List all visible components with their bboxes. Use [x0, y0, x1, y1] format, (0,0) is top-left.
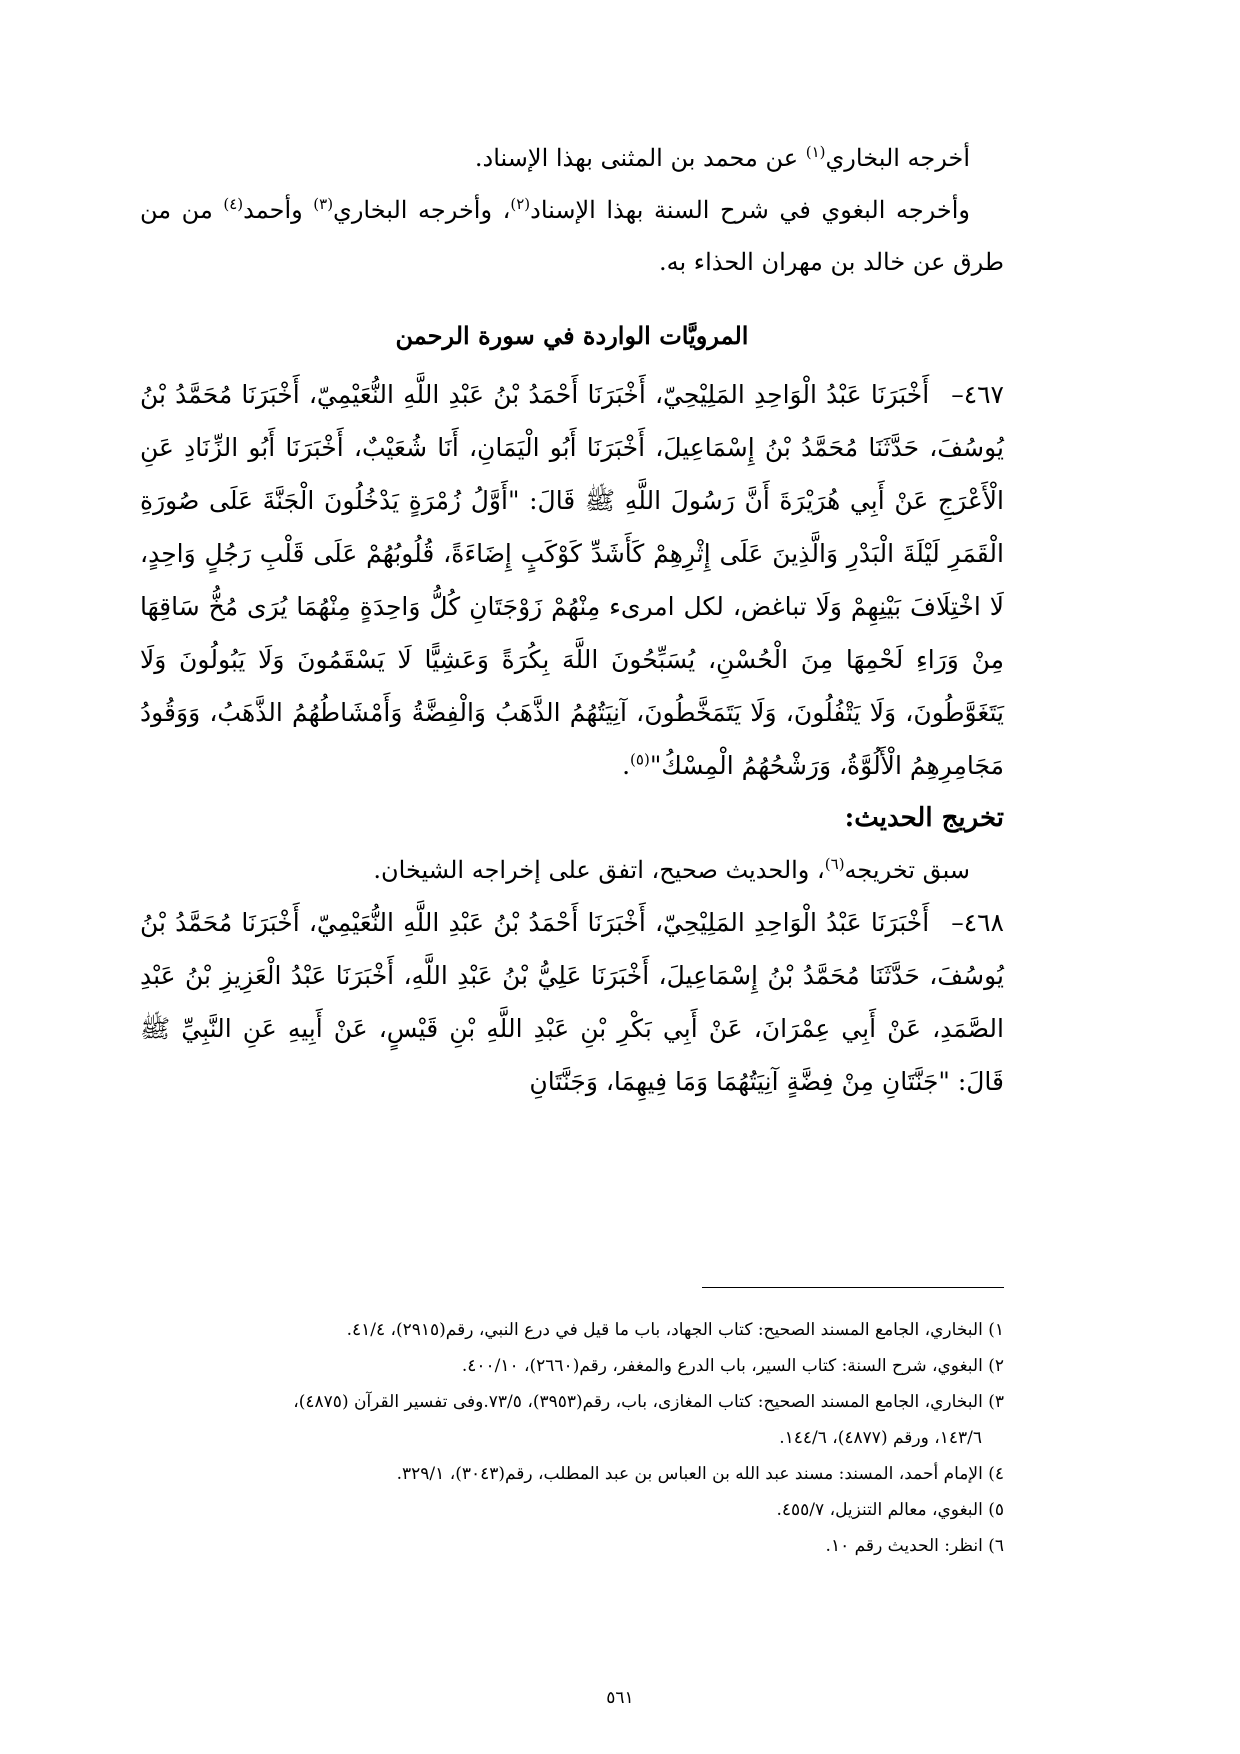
page-number: ٥٦١	[606, 1688, 634, 1708]
text-run: وأحمد	[243, 196, 314, 224]
text-run: .	[622, 751, 631, 780]
intro-line-1	[140, 132, 1004, 184]
hadith-number: ٤٦٧–	[951, 380, 1004, 409]
footnote-3-continued: ١٤٣/٦، ورقم (٤٨٧٧)، ١٤٤/٦.	[779, 1428, 982, 1448]
footnote-4: ٤) الإمام أحمد، المسند: مسند عبد الله بن العباس بن عبد المطلب، رقم(٣٠٤٣)، ٣٢٩/١.	[396, 1464, 1004, 1484]
hadith-number: ٤٦٨–	[951, 908, 1004, 937]
footnote-2: ٢) البغوي، شرح السنة: كتاب السير، باب الدرع والمغفر، رقم(٢٦٦٠)، ٤٠٠/١٠.	[461, 1356, 1004, 1376]
footnote-ref-5[interactable]: (٥)	[630, 750, 650, 769]
footnote-6: ٦) انظر: الحديث رقم ١٠.	[825, 1536, 1004, 1556]
intro-line-2	[140, 184, 1004, 288]
footnote-5: ٥) البغوي، معالم التنزيل، ٤٥٥/٧.	[776, 1500, 1004, 1520]
footnote-ref-2[interactable]: (٢)	[510, 195, 531, 213]
footnote-ref-1[interactable]: (١)	[805, 143, 826, 161]
hadith-468	[140, 896, 1004, 1108]
text-run: ، وأخرجه البخاري	[333, 196, 511, 224]
footnote-1: ١) البخاري، الجامع المسند الصحيح: كتاب الجهاد، باب ما قيل في درع النبي، رقم(٢٩١٥)، ٤١/٤.	[346, 1320, 1004, 1340]
text-run: من من طرق عن خالد بن مهران الحذاء به.	[140, 196, 1004, 276]
footnote-separator	[702, 1287, 1004, 1288]
hadith-text: أَخْبَرَنَا عَبْدُ الْوَاحِدِ المَلِيْحِيّ، أَخْبَرَنَا أَحْمَدُ بْنُ عَبْدِ اللَّهِ النُّعَيْمِيّ، أَخْبَرَنَا مُحَمَّدُ بْنُ يُوسُفَ، حَدَّثَنَا مُحَمَّدُ بْنُ إِسْمَاعِيلَ، أَخْبَرَنَا أَبُو الْيَمَانِ، أَنَا شُعَيْبٌ، أَخْبَرَنَا أَبُو الزِّنَادِ عَنِ الْأَعْرَجِ عَنْ أَبِي هُرَيْرَةَ أَنَّ رَسُولَ اللَّهِ ﷺ قَالَ: "أَوَّلُ زُمْرَةٍ يَدْخُلُونَ الْجَنَّةَ عَلَى صُورَةِ الْقَمَرِ لَيْلَةَ الْبَدْرِ وَالَّذِينَ عَلَى إِثْرِهِمْ كَأَشَدِّ كَوْكَبٍ إِضَاءَةً، قُلُوبُهُمْ عَلَى قَلْبِ رَجُلٍ وَاحِدٍ، لَا اخْتِلَافَ بَيْنِهِمْ وَلَا تباغض، لكل امرىء مِنْهُمْ زَوْجَتَانِ كُلُّ وَاحِدَةٍ مِنْهُمَا يُرَى مُخُّ سَاقِهَا مِنْ وَرَاءِ لَحْمِهَا مِنَ الْحُسْنِ، يُسَبِّحُونَ اللَّهَ بِكُرَةً وَعَشِيًّا لَا يَسْقَمُونَ وَلَا يَبُولُونَ وَلَا يَتَغَوَّطُونَ، وَلَا يَتْفُلُونَ، وَلَا يَتَمَخَّطُونَ، آنِيَتُهُمُ الذَّهَبُ وَالْفِضَّةُ وَأَمْشَاطُهُمُ الذَّهَبُ، وَوَقُودُ مَجَامِرِهِمُ الْأَلُوَّةُ، وَرَشْحُهُمُ الْمِسْكُ"	[140, 380, 1004, 780]
text-run: عن محمد بن المثنى بهذا الإسناد.	[474, 144, 806, 172]
footnote-ref-3[interactable]: (٣)	[313, 195, 334, 213]
text-run: ، والحديث صحيح، اتفق على إخراجه الشيخان.	[373, 856, 825, 884]
text-run: أخرجه البخاري	[825, 144, 970, 172]
hadith-467	[140, 368, 1004, 792]
footnote-3: ٣) البخاري، الجامع المسند الصحيح: كتاب المغازى، باب، رقم(٣٩٥٣)، ٧٣/٥.وفى تفسير القرآن (٤٨٧٥)،	[293, 1392, 1004, 1412]
hadith-text: أَخْبَرَنَا عَبْدُ الْوَاحِدِ المَلِيْحِيّ، أَخْبَرَنَا أَحْمَدُ بْنُ عَبْدِ اللَّهِ النُّعَيْمِيّ، أَخْبَرَنَا مُحَمَّدُ بْنُ يُوسُفَ، حَدَّثَنَا مُحَمَّدُ بْنُ إِسْمَاعِيلَ، أَخْبَرَنَا عَلِيُّ بْنُ عَبْدِ اللَّهِ، أَخْبَرَنَا عَبْدُ الْعَزِيزِ بْنُ عَبْدِ الصَّمَدِ، عَنْ أَبِي عِمْرَانَ، عَنْ أَبِي بَكْرِ بْنِ عَبْدِ اللَّهِ بْنِ قَيْسٍ، عَنْ أَبِيهِ عَنِ النَّبِيِّ ﷺ قَالَ: "جَنَّتَانِ مِنْ فِضَّةٍ آنِيَتُهُمَا وَمَا فِيهِمَا، وَجَنَّتَانِ	[140, 908, 1004, 1096]
section-heading: المرويَّات الواردة في سورة الرحمن	[395, 321, 749, 350]
text-run: وأخرجه البغوي في شرح السنة بهذا الإسناد	[530, 196, 970, 224]
takhrij-heading: تخريج الحديث:	[844, 803, 1004, 833]
footnote-ref-6[interactable]: (٦)	[824, 855, 845, 873]
footnote-ref-4[interactable]: (٤)	[223, 195, 244, 213]
footnotes	[140, 1312, 1004, 1564]
takhrij-text	[140, 844, 1004, 896]
text-run: سبق تخريجه	[844, 856, 970, 884]
main-text	[140, 132, 1004, 1108]
